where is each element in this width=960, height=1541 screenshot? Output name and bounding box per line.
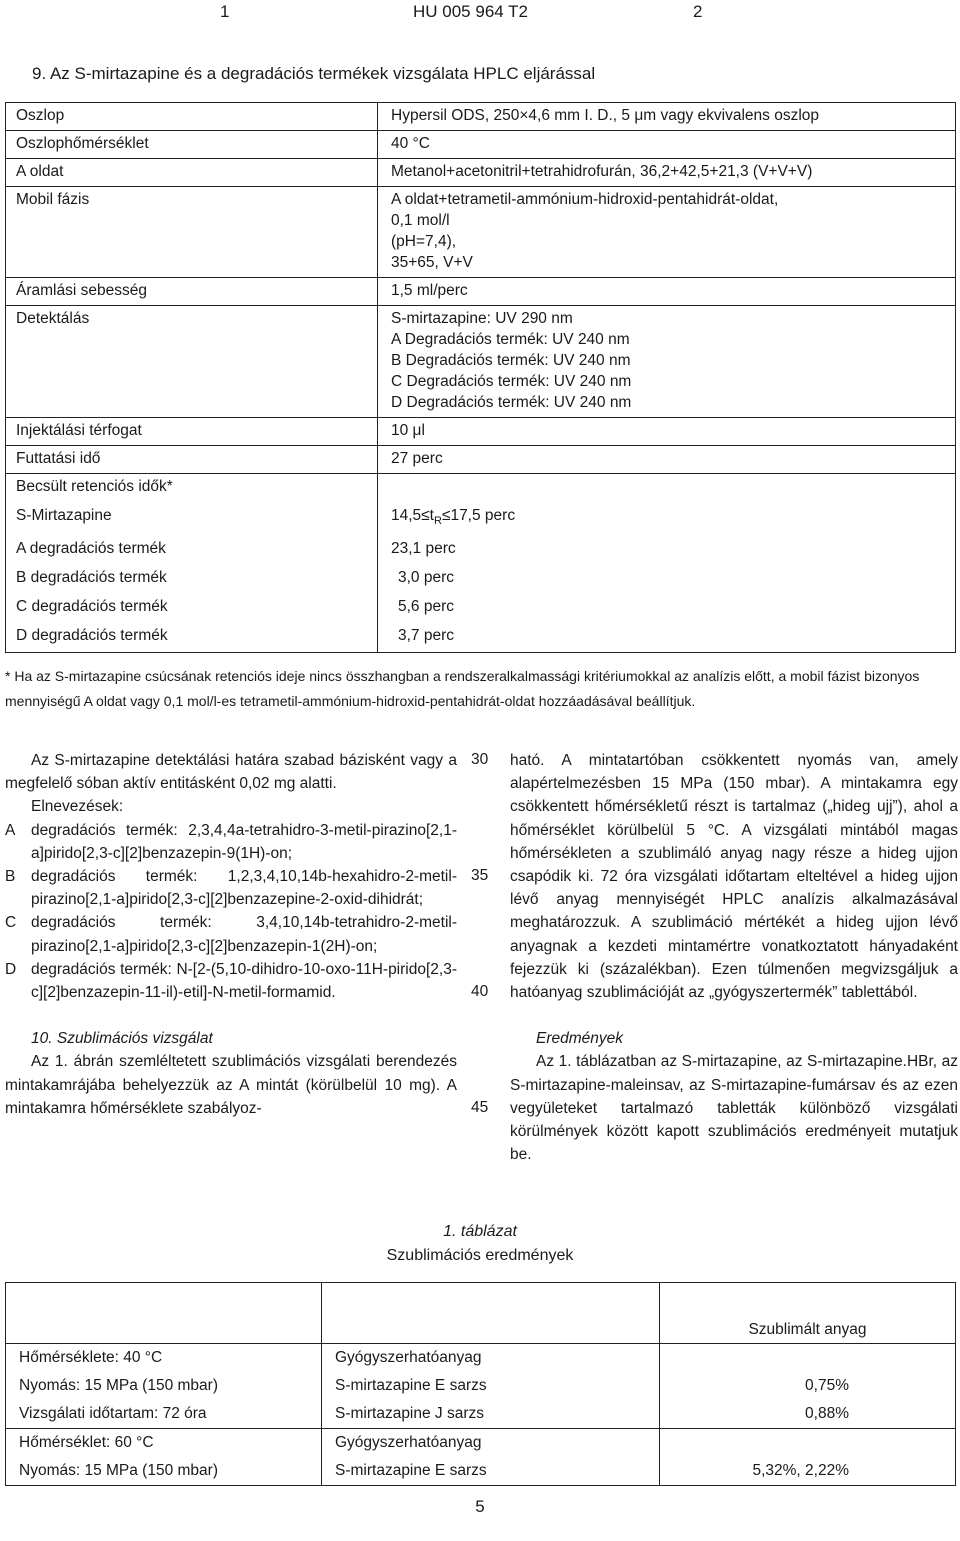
table-row [6,278,956,306]
tr-range-end: ≤17,5 perc [441,507,516,524]
header-sublimated: Szublimált anyag [660,1283,956,1344]
page-number: 5 [475,1497,485,1516]
value-cell: 0,75% [660,1372,956,1400]
definition-text: degradációs termék: 1,2,3,4,10,14b-hexahidro-2-metil-pirazino[2,1-a]pirido[2,3-c][2]benzazepine-2-oxid-dihidrát; [31,868,457,909]
sublimation-paragraph: Az 1. ábrán szemléltetett szublimációs vizsgálati berendezés mintakamrájába behelyezzük az A mintát (körülbelül 10 mg). A mintakamra hőmérséklete szabályoz- [5,1053,457,1117]
table-row [6,306,956,418]
table-1-label: 1. táblázat [443,1223,517,1240]
detection-limit-paragraph: Az S-mirtazapine detektálási határa szabad bázisként vagy a megfelelő sóban aktív entitásként 0,02 mg alatti. [5,752,457,793]
table-1-title: Szublimációs eredmények [386,1247,574,1264]
cell-value: 3,7 perc [378,623,956,653]
document-id: HU 005 964 T2 [413,2,528,21]
definition-text: degradációs termék: N-[2-(5,10-dihidro-10-oxo-11H-pirido[2,3-c][2]benzazepin-11-il)-etil]-N-metil-formamid. [31,960,457,1002]
definition-text: degradációs termék: 2,3,4,4a-tetrahidro-3-metil-pirazino[2,1-a]pirido[2,3-c][2]benzazepin-9(1H)-on; [31,821,457,862]
cell-value [378,503,956,536]
sublimation-continued-paragraph: ható. A mintatartóban csökkentett nyomás van, amely alapértelmezésben 15 MPa (150 mbar). A mintakamra egy csökkentett hőmérsékletű részt is tartalmaz („hideg ujj”), ahol a hőmérséklet körülbelül 5 °C. A vizsgálati mintából magas hőmérsékleten a szublimáló anyag nagy része a hideg ujjon csapódik ki. 72 óra vizsgálati időtartam elteltével a hideg ujjon lévő anyag mennyiségét HPLC analízis alkalmazásával meghatározzuk. A szublimáció mértékét a hideg ujjon lévő anyagnak a kezdeti mintamértre vonatkoztatott hányadaként fejezzük ki (százalékban). Ezen túlmenően megvizsgáljuk a hatóanyag szublimációját az „gyógyszertermék” tablettából. [510,752,958,1002]
tr-subscript: R [433,515,442,528]
cell-value: A oldat+tetrametil-ammónium-hidroxid-pentahidrát-oldat, 0,1 mol/l (pH=7,4), 35+65, V+V [378,187,956,278]
results-paragraph: Az 1. táblázatban az S-mirtazapine, az S-mirtazapine.HBr, az S-mirtazapine-maleinsav, az S-mirtazapine-fumársav és az ezen vegyületeket tartalmazó tabletták különböző vizsgálati körülmények között kapott szublimációs eredményeit mutatjuk be. [510,1053,958,1164]
cell-label: Oszlop [6,103,378,131]
sample-cell: S-mirtazapine J sarzs [322,1400,660,1429]
table-row [6,503,956,536]
condition-cell: Hőmérséklete: 40 °C [6,1344,322,1373]
table-row [6,536,956,565]
definition-letter: D [5,960,17,978]
table-row [6,1429,956,1458]
section-9-title: 9. Az S-mirtazapine és a degradációs termékek vizsgálata HPLC eljárással [32,64,596,83]
cell-label: Áramlási sebesség [6,278,378,306]
definition-c [5,911,457,957]
cell-label: Oszlophőmérséklet [6,131,378,159]
naming-heading: Elnevezések: [31,798,124,816]
sample-cell: S-mirtazapine E sarzs [322,1372,660,1400]
cell-value: 1,5 ml/perc [378,278,956,306]
cell-value: 27 perc [378,446,956,474]
line-number: 40 [471,983,489,1000]
condition-cell: Vizsgálati időtartam: 72 óra [6,1400,322,1429]
cell-value: Metanol+acetonitril+tetrahidrofurán, 36,2+42,5+21,3 (V+V+V) [378,159,956,187]
header-cell-empty [6,1283,322,1344]
definition-b [5,865,457,911]
tr-range-start: 14,5≤t [391,507,434,524]
definition-letter: C [5,914,17,932]
value-cell: 0,88% [660,1400,956,1429]
line-number: 45 [471,1099,489,1116]
cell-label: A oldat [6,159,378,187]
cell-label: Detektálás [6,306,378,418]
retention-heading: Becsült retenciós idők* [6,474,378,504]
hplc-conditions-table [5,102,956,653]
table-row [6,131,956,159]
right-column [510,749,958,1166]
condition-cell: Nyomás: 15 MPa (150 mbar) [6,1372,322,1400]
results-heading: Eredmények [536,1030,624,1048]
table-row [6,565,956,594]
left-column [5,749,457,1120]
value-cell: 5,32%, 2,22% [660,1457,956,1486]
cell-label: Injektálási térfogat [6,418,378,446]
cell-value: 23,1 perc [378,536,956,565]
section-10-title: 10. Szublimációs vizsgálat [31,1030,213,1048]
table-row [6,623,956,653]
hplc-footnote: * Ha az S-mirtazapine csúcsának retenciós ideje nincs összhangban a rendszeralkalmassági kritériumokkal az analízis előtt, a mobil fázist bizonyos mennyiségű A oldat vagy 0,1 mol/l-es tetrametil-ammónium-hidroxid-pentahidrát-oldat hozzáadásával beállítjuk. [5,668,920,709]
left-page-number: 1 [220,2,230,21]
value-cell [660,1429,956,1458]
cell-value: 3,0 perc [378,565,956,594]
table-row [6,474,956,504]
cell-label: Mobil fázis [6,187,378,278]
cell-label: D degradációs termék [6,623,378,653]
definition-d [5,958,457,1004]
cell-value: S-mirtazapine: UV 290 nm A Degradációs termék: UV 240 nm B Degradációs termék: UV 240 nm C Degradációs termék: UV 240 nm D Degradációs termék: UV 240 nm [378,306,956,418]
header-cell-empty [322,1283,660,1344]
table-row [6,159,956,187]
cell-label: Futtatási idő [6,446,378,474]
table-row [6,1457,956,1486]
cell-value-empty [378,474,956,504]
table-row [6,103,956,131]
value-cell [660,1344,956,1373]
sublimation-results-table [5,1282,956,1486]
line-number: 35 [471,867,489,884]
sample-cell: Gyógyszerhatóanyag [322,1344,660,1373]
cell-value: 10 μl [378,418,956,446]
definition-text: degradációs termék: 3,4,10,14b-tetrahidro-2-metil-pirazino[2,1-a]pirido[2,3-c][2]benzazepin-1(2H)-on; [31,914,457,955]
table-row [6,594,956,623]
sample-cell: S-mirtazapine E sarzs [322,1457,660,1486]
table-row [6,418,956,446]
sample-cell: Gyógyszerhatóanyag [322,1429,660,1458]
table-row [6,1372,956,1400]
cell-label: A degradációs termék [6,536,378,565]
cell-label: S-Mirtazapine [6,503,378,536]
table-row [6,1344,956,1373]
table-row [6,446,956,474]
cell-label: B degradációs termék [6,565,378,594]
cell-value: 40 °C [378,131,956,159]
right-page-number: 2 [693,2,703,21]
table-header-row [6,1283,956,1344]
condition-cell: Nyomás: 15 MPa (150 mbar) [6,1457,322,1486]
cell-value: Hypersil ODS, 250×4,6 mm I. D., 5 μm vagy ekvivalens oszlop [378,103,956,131]
cell-label: C degradációs termék [6,594,378,623]
definition-letter: A [5,821,16,839]
definition-a [5,819,457,865]
condition-cell: Hőmérséklet: 60 °C [6,1429,322,1458]
line-number: 30 [471,751,489,768]
table-row [6,1400,956,1429]
cell-value: 5,6 perc [378,594,956,623]
table-row [6,187,956,278]
definition-letter: B [5,868,16,886]
